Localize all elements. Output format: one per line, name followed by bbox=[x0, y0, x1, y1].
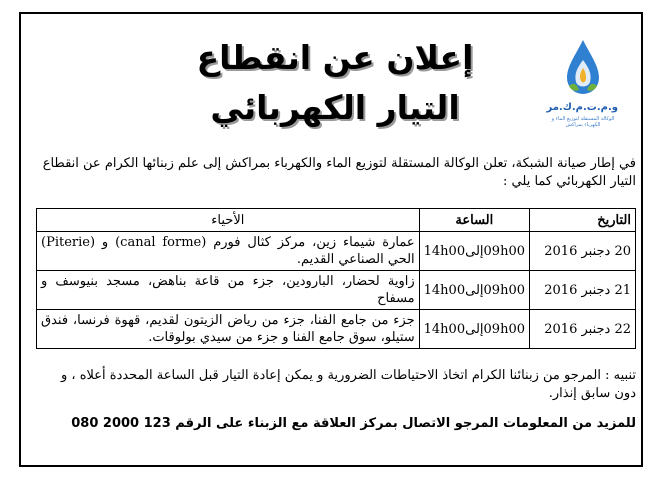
table-row bbox=[37, 232, 636, 271]
row-time: 09h00إلى14h00 bbox=[419, 232, 529, 271]
row-areas: جزء من جامع الفنا، جزء من رياض الزيتون لقديم، قهوة فرنسا، فندق ستيلو، سوق جامع الفنا و جزء من سيدي بولوقات. bbox=[37, 310, 420, 349]
table-row bbox=[37, 310, 636, 349]
contact-line: للمزيد من المعلومات المرجو الاتصال بمركز العلاقة مع الزبناء على الرقم 123 2000 080 bbox=[71, 416, 636, 431]
title-line-2: التيار الكهربائي bbox=[210, 88, 460, 127]
row-date: 21 دجنبر 2016 bbox=[530, 271, 636, 310]
warning-note: تنبيه : المرجو من زبنائنا الكرام اتخاذ الاحتياطات الضرورية و يمكن إعادة التيار قبل الساعة المحددة أعلاه ، و دون سابق إنذار. bbox=[60, 368, 636, 401]
row-time: 09h00إلى14h00 bbox=[419, 271, 529, 310]
header-date: التاريخ bbox=[530, 209, 636, 232]
logo-abbreviation: و.م.ت.م.ك.مر bbox=[546, 102, 618, 113]
company-logo bbox=[548, 28, 618, 138]
water-drop-icon bbox=[563, 38, 603, 98]
table-header-row bbox=[37, 209, 636, 232]
title-line-1: إعلان عن انقطاع bbox=[196, 38, 474, 77]
row-date: 20 دجنبر 2016 bbox=[530, 232, 636, 271]
header-areas: الأحياء bbox=[37, 209, 420, 232]
header-time: الساعة bbox=[419, 209, 529, 232]
intro-paragraph: في إطار صيانة الشبكة، تعلن الوكالة المستقلة لتوزيع الماء والكهرباء بمراكش إلى علم زبنائها الكرام عن انقطاع التيار الكهربائي كما يلي : bbox=[42, 156, 636, 189]
row-areas: عمارة شيماء زين، مركز كثال فورم (canal forme) و (Piterie) الحي الصناعي القديم. bbox=[37, 232, 420, 271]
row-time: 09h00إلى14h00 bbox=[419, 310, 529, 349]
outage-schedule-table bbox=[36, 208, 636, 349]
logo-full-name: الوكالة المستقلة لتوزيع الماء و الكهرباء بمراكش bbox=[551, 116, 615, 128]
table-row bbox=[37, 271, 636, 310]
row-date: 22 دجنبر 2016 bbox=[530, 310, 636, 349]
row-areas: زاوية لحضار، البارودين، جزء من قاعة بناهض، مسجد بنيوسف و مسفاح bbox=[37, 271, 420, 310]
